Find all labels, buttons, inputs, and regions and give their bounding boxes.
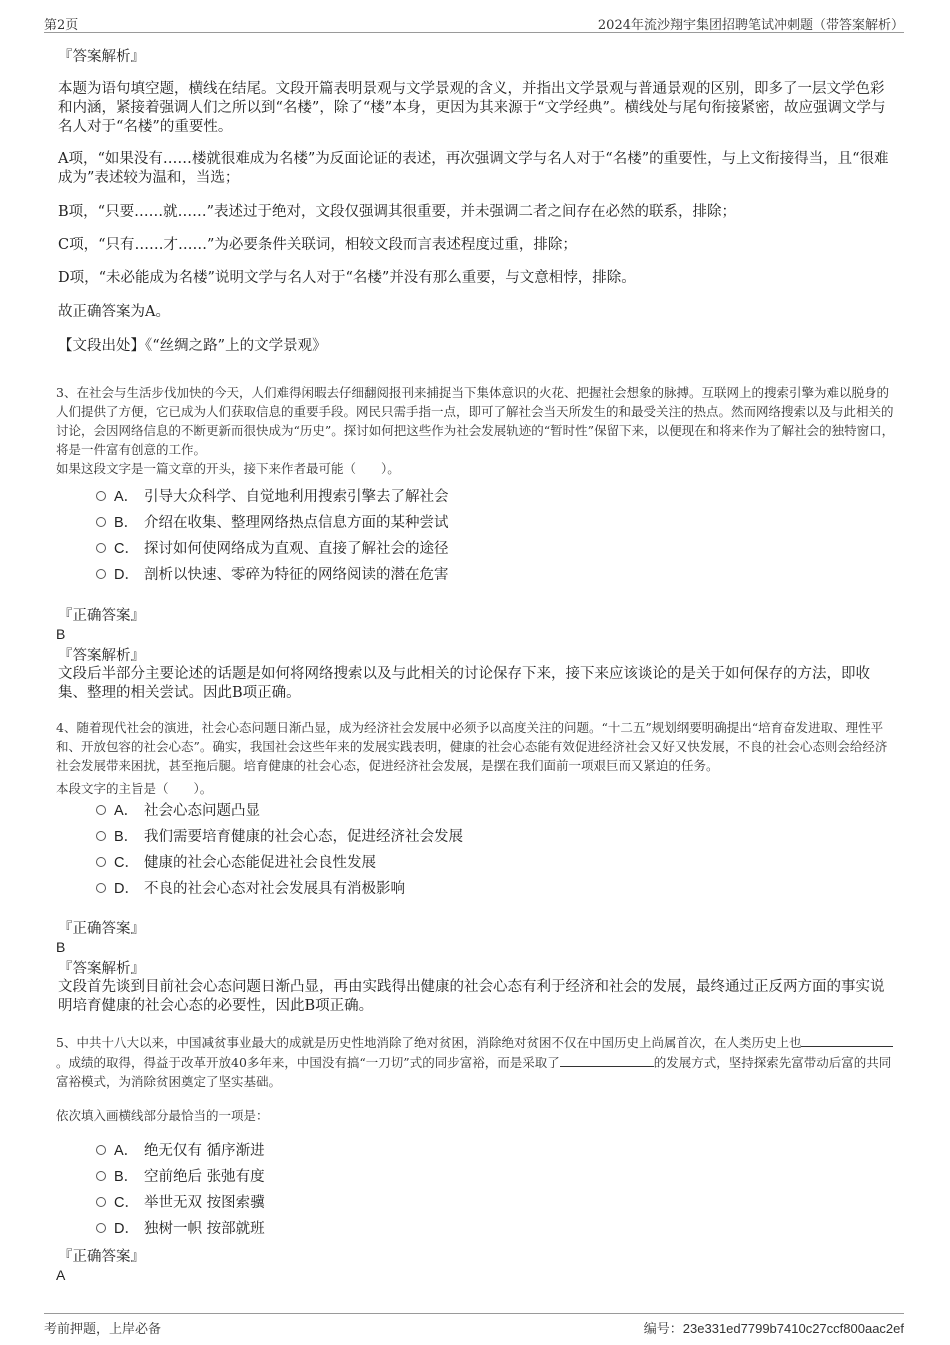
q3-analysis-text: 文段后半部分主要论述的话题是如何将网络搜索以及与此相关的讨论保存下来，接下来应该谈论的是关于如何保存的方法，即收集、整理的相关尝试。因此B项正确。 — [58, 666, 870, 701]
radio-button-icon[interactable] — [96, 569, 106, 579]
q5-option-d[interactable]: D． 独树一帜 按部就班 — [96, 1219, 265, 1239]
radio-button-icon[interactable] — [96, 805, 106, 815]
page-number: 第2页 — [44, 18, 79, 33]
q2-analysis-label: 『答案解析』 — [58, 49, 145, 65]
q2-source: 【文段出处】《“丝绸之路”上的文学景观》 — [58, 338, 327, 354]
document-code: 编号：23e331ed7799b7410c27ccf800aac2ef — [643, 1321, 904, 1337]
q5-answer: A — [56, 1267, 66, 1283]
q4-analysis-text: 文段首先谈到目前社会心态问题日渐凸显，再由实践得出健康的社会心态有利于经济和社会的发展，最终通过正反两方面的事实说明培育健康的社会心态的必要性，因此B项正确。 — [58, 979, 885, 1014]
radio-button-icon[interactable] — [96, 1171, 106, 1181]
q3-stem: 3、在社会与生活步伐加快的今天，人们难得闲暇去仔细翻阅报刊来捕捉当下集体意识的火花、把握社会想象的脉搏。互联网上的搜索引擎为难以脱身的人们提供了方便，它已成为人们获取信息的重要手段。网民只需手指一点，即可了解社会当天所发生的和最受关注的热点。然而网络搜索以及与此相关的讨论，会因网络信息的不断更新而很快成为“历史”。探讨如何把这些作为社会发展轨迹的“暂时性”保留下来，以便现在和将来作为了解社会的独特窗口，将是一件富有创意的工作。 — [56, 385, 895, 457]
q2-item-a: A项，“如果没有……楼就很难成为名楼”为反面论证的表述，再次强调文学与名人对于“名楼”的重要性，与上文衔接得当，且“很难成为”表述较为温和，当选； — [58, 151, 889, 186]
radio-button-icon[interactable] — [96, 883, 106, 893]
q5-option-a[interactable]: A． 绝无仅有 循序渐进 — [96, 1141, 265, 1161]
q4-option-b[interactable]: B． 我们需要培育健康的社会心态，促进经济社会发展 — [96, 827, 463, 847]
footer-slogan: 考前押题，上岸必备 — [44, 1322, 162, 1337]
q2-item-c: C项，“只有……才……”为必要条件关联词，相较文段而言表述程度过重，排除； — [58, 237, 577, 253]
q4-option-c[interactable]: C． 健康的社会心态能促进社会良性发展 — [96, 853, 376, 873]
q5-prompt: 依次填入画横线部分最恰当的一项是： — [56, 1108, 269, 1123]
q4-option-a[interactable]: A． 社会心态问题凸显 — [96, 801, 260, 821]
q5-answer-label: 『正确答案』 — [58, 1249, 145, 1265]
q3-option-a[interactable]: A． 引导大众科学、自觉地利用搜索引擎去了解社会 — [96, 487, 449, 507]
q4-prompt: 本段文字的主旨是（ ）。 — [56, 781, 213, 796]
radio-button-icon[interactable] — [96, 543, 106, 553]
fill-blank-1[interactable] — [801, 1032, 893, 1047]
radio-button-icon[interactable] — [96, 857, 106, 867]
q3-option-b[interactable]: B． 介绍在收集、整理网络热点信息方面的某种尝试 — [96, 513, 449, 533]
q5-option-c[interactable]: C． 举世无双 按图索骥 — [96, 1193, 265, 1213]
q2-analysis-text: 本题为语句填空题，横线在结尾。文段开篇表明景观与文学景观的含义，并指出文学景观与普通景观的区别，即多了一层文学色彩和内涵，紧接着强调人们之所以到“名楼”，除了“楼”本身，更因为其来源于“文学经典”。横线处与尾句衔接紧密，故应强调文学与名人对于“名楼”的重要性。 — [58, 81, 886, 135]
document-title: 2024年流沙翔宇集团招聘笔试冲刺题（带答案解析） — [597, 18, 904, 33]
q4-stem: 4、随着现代社会的演进，社会心态问题日渐凸显，成为经济社会发展中必须予以高度关注的问题。“十二五”规划纲要明确提出“培育奋发进取、理性平和、开放包容的社会心态”。确实，我国社会这些年来的发展实践表明，健康的社会心态能有效促进经济社会又好又快发展，不良的社会心态则会给经济社会发展带来困扰，甚至拖后腿。培育健康的社会心态，促进经济社会发展，是摆在我们面前一项艰巨而又紧迫的任务。 — [56, 720, 888, 773]
q3-option-c[interactable]: C． 探讨如何使网络成为直观、直接了解社会的途径 — [96, 539, 449, 559]
radio-button-icon[interactable] — [96, 491, 106, 501]
q3-answer-label: 『正确答案』 — [58, 608, 145, 624]
q5-stem: 5、中共十八大以来，中国减贫事业最大的成就是历史性地消除了绝对贫困，消除绝对贫困不仅在中国历史上尚属首次，在人类历史上也。成绩的取得，得益于改革开放40多年来，中国没有搞“一刀切”式的同步富裕，而是采取了 的发展方式，坚持探索先富带动后富的共同富裕模式，为消除贫困奠定了坚实基础。 — [56, 1032, 896, 1091]
q4-analysis-label: 『答案解析』 — [58, 961, 145, 977]
q5-option-b[interactable]: B． 空前绝后 张弛有度 — [96, 1167, 265, 1187]
q4-option-d[interactable]: D． 不良的社会心态对社会发展具有消极影响 — [96, 879, 405, 899]
q3-analysis-label: 『答案解析』 — [58, 648, 145, 664]
q3-option-d[interactable]: D． 剖析以快速、零碎为特征的网络阅读的潜在危害 — [96, 565, 449, 585]
page-footer — [44, 1313, 904, 1336]
page-header — [44, 10, 904, 33]
radio-button-icon[interactable] — [96, 517, 106, 527]
fill-blank-2[interactable] — [560, 1052, 654, 1067]
q4-answer: B — [56, 939, 66, 955]
q2-item-b: B项，“只要……就……”表述过于绝对，文段仅强调其很重要，并未强调二者之间存在必然的联系，排除； — [58, 204, 736, 220]
q4-answer-label: 『正确答案』 — [58, 921, 145, 937]
q2-conclusion: 故正确答案为A。 — [58, 304, 170, 320]
radio-button-icon[interactable] — [96, 1145, 106, 1155]
q2-item-d: D项，“未必能成为名楼”说明文学与名人对于“名楼”并没有那么重要，与文意相悖，排除。 — [58, 270, 636, 286]
radio-button-icon[interactable] — [96, 1223, 106, 1233]
radio-button-icon[interactable] — [96, 831, 106, 841]
q3-prompt: 如果这段文字是一篇文章的开头，接下来作者最可能（ ）。 — [56, 461, 400, 476]
q3-answer: B — [56, 626, 66, 642]
radio-button-icon[interactable] — [96, 1197, 106, 1207]
